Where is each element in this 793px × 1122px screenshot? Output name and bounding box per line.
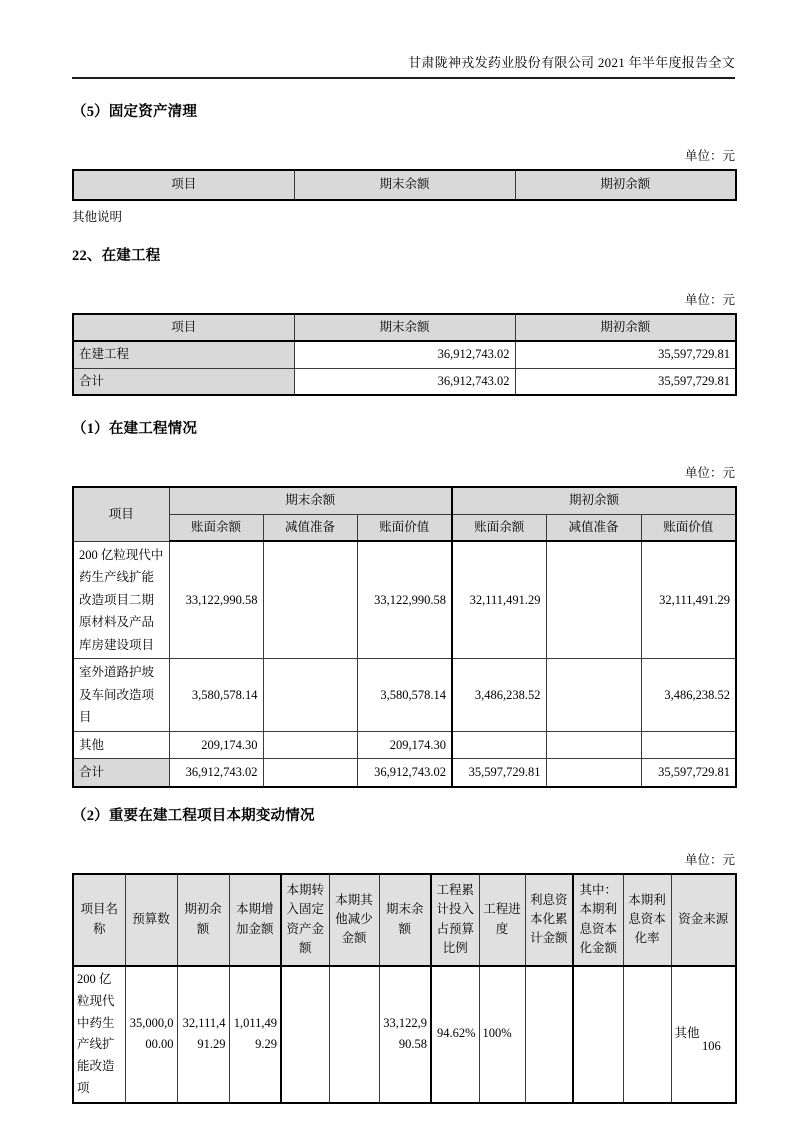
- col-header-beginning-balance: 期初余额: [515, 314, 736, 341]
- col-header-progress: 工程进度: [479, 874, 525, 966]
- table-header-row: [73, 170, 736, 200]
- col-header-ending-balance: 期末余额: [294, 170, 515, 200]
- table-row: [73, 341, 736, 368]
- cip-detail-table: [72, 486, 737, 788]
- cell-progress: 100%: [479, 966, 525, 1103]
- cell-end-book-value: 3,580,578.14: [357, 659, 452, 732]
- cell-begin-impairment: [546, 759, 641, 787]
- col-header-book-balance: 账面余额: [169, 514, 263, 541]
- col-header-capitalized-interest-period: 其中：本期利息资本化金额: [573, 874, 623, 966]
- col-header-item: 项目: [73, 314, 294, 341]
- col-header-investment-to-budget-ratio: 工程累计投入占预算比例: [431, 874, 479, 966]
- cell-capitalized-interest-cumulative: [525, 966, 573, 1103]
- cell-fund-source: 其他: [671, 966, 736, 1103]
- cell-end-impairment: [263, 731, 357, 759]
- section-title-cip-movement: （2）重要在建工程项目本期变动情况: [72, 807, 315, 824]
- cell-begin-book-balance: [452, 731, 546, 759]
- section-title-fixed-asset-disposal: （5）固定资产清理: [72, 104, 198, 120]
- table-row-other: [73, 731, 736, 759]
- col-header-capitalization-rate: 本期利息资本化率: [623, 874, 671, 966]
- cell-other-decrease: [329, 966, 379, 1103]
- cell-investment-to-budget-ratio: 94.62%: [431, 966, 479, 1103]
- cell-begin-book-balance: 35,597,729.81: [452, 759, 546, 787]
- cell-end-book-value: 209,174.30: [357, 731, 452, 759]
- cell-begin-book-value: 32,111,491.29: [641, 541, 736, 659]
- unit-label: 单位：元: [684, 466, 735, 481]
- col-header-impairment: 减值准备: [263, 514, 357, 541]
- table-header-row: [73, 874, 736, 966]
- table-row-project: [73, 966, 736, 1103]
- cell-capitalized-interest-period: [573, 966, 623, 1103]
- section-title-cip-detail: （1）在建工程情况: [72, 421, 198, 438]
- col-header-beginning-balance: 期初余额: [515, 170, 736, 200]
- col-header-item: 项目: [73, 170, 294, 200]
- table-header-row: [73, 314, 736, 341]
- section-title-construction-in-progress: 22、在建工程: [72, 248, 161, 264]
- cell-transfer-to-fixed-assets: [281, 966, 329, 1103]
- cell-budget: 35,000,000.00: [125, 966, 177, 1103]
- cell-project-name: 200 亿粒现代中药生产线扩能改造项: [73, 966, 125, 1103]
- cell-beginning-balance: 35,597,729.81: [515, 368, 736, 395]
- col-header-transfer-to-fixed-assets: 本期转入固定资产金额: [281, 874, 329, 966]
- row-label-total: 合计: [73, 368, 294, 395]
- col-group-ending-balance: 期末余额: [169, 487, 452, 514]
- col-header-budget: 预算数: [125, 874, 177, 966]
- cell-end-impairment: [263, 659, 357, 732]
- col-header-ending-balance: 期末余额: [294, 314, 515, 341]
- col-header-book-value: 账面价值: [641, 514, 736, 541]
- row-label: 在建工程: [73, 341, 294, 368]
- col-header-beginning-balance: 期初余额: [177, 874, 229, 966]
- col-header-book-value: 账面价值: [357, 514, 452, 541]
- row-label: 其他: [73, 731, 169, 759]
- col-group-beginning-balance: 期初余额: [452, 487, 736, 514]
- row-label: 200 亿粒现代中药生产线扩能改造项目二期原材料及产品库房建设项目: [73, 541, 169, 659]
- other-note: 其他说明: [72, 210, 123, 224]
- row-label: 室外道路护坡及车间改造项目: [73, 659, 169, 732]
- cell-increase: 1,011,499.29: [229, 966, 281, 1103]
- table-row-project-2: [73, 659, 736, 732]
- col-header-capitalized-interest-cumulative: 利息资本化累计金额: [525, 874, 573, 966]
- cell-capitalization-rate: [623, 966, 671, 1103]
- table-header-group-row: [73, 487, 736, 514]
- cell-ending-balance: 36,912,743.02: [294, 368, 515, 395]
- cell-end-impairment: [263, 759, 357, 787]
- col-header-other-decrease: 本期其他减少金额: [329, 874, 379, 966]
- cell-begin-impairment: [546, 659, 641, 732]
- unit-label: 单位：元: [684, 149, 735, 163]
- cell-ending-balance: 36,912,743.02: [294, 341, 515, 368]
- fixed-asset-disposal-table: [72, 169, 737, 201]
- cell-begin-impairment: [546, 731, 641, 759]
- cell-beginning-balance: 32,111,491.29: [177, 966, 229, 1103]
- col-header-project-name: 项目名称: [73, 874, 125, 966]
- row-label-total: 合计: [73, 759, 169, 787]
- col-header-fund-source: 资金来源: [671, 874, 736, 966]
- page-content: [72, 0, 735, 1104]
- table-header-sub-row: [73, 514, 736, 541]
- table-row-total: [73, 368, 736, 395]
- cell-begin-book-value: [641, 731, 736, 759]
- col-header-book-balance: 账面余额: [452, 514, 546, 541]
- col-header-increase: 本期增加金额: [229, 874, 281, 966]
- table-row-total: [73, 759, 736, 787]
- construction-in-progress-summary-table: [72, 313, 737, 396]
- col-header-impairment: 减值准备: [546, 514, 641, 541]
- table-row-project-1: [73, 541, 736, 659]
- page-number: 106: [702, 1039, 721, 1053]
- unit-label: 单位：元: [684, 852, 735, 867]
- report-title-header: 甘肃陇神戎发药业股份有限公司 2021 年半年度报告全文: [408, 55, 735, 70]
- col-header-ending-balance: 期末余额: [379, 874, 431, 966]
- cell-end-book-balance: 209,174.30: [169, 731, 263, 759]
- unit-label: 单位：元: [684, 293, 735, 307]
- cell-beginning-balance: 35,597,729.81: [515, 341, 736, 368]
- cell-begin-book-value: 3,486,238.52: [641, 659, 736, 732]
- cell-begin-book-value: 35,597,729.81: [641, 759, 736, 787]
- cell-end-book-balance: 3,580,578.14: [169, 659, 263, 732]
- cip-movement-table: [72, 873, 737, 1104]
- col-header-item: 项目: [73, 487, 169, 541]
- cell-end-impairment: [263, 541, 357, 659]
- cell-begin-impairment: [546, 541, 641, 659]
- cell-end-book-value: 33,122,990.58: [357, 541, 452, 659]
- cell-end-book-value: 36,912,743.02: [357, 759, 452, 787]
- cell-ending-balance: 33,122,990.58: [379, 966, 431, 1103]
- cell-end-book-balance: 33,122,990.58: [169, 541, 263, 659]
- cell-begin-book-balance: 3,486,238.52: [452, 659, 546, 732]
- cell-begin-book-balance: 32,111,491.29: [452, 541, 546, 659]
- header-rule: [72, 77, 735, 79]
- cell-end-book-balance: 36,912,743.02: [169, 759, 263, 787]
